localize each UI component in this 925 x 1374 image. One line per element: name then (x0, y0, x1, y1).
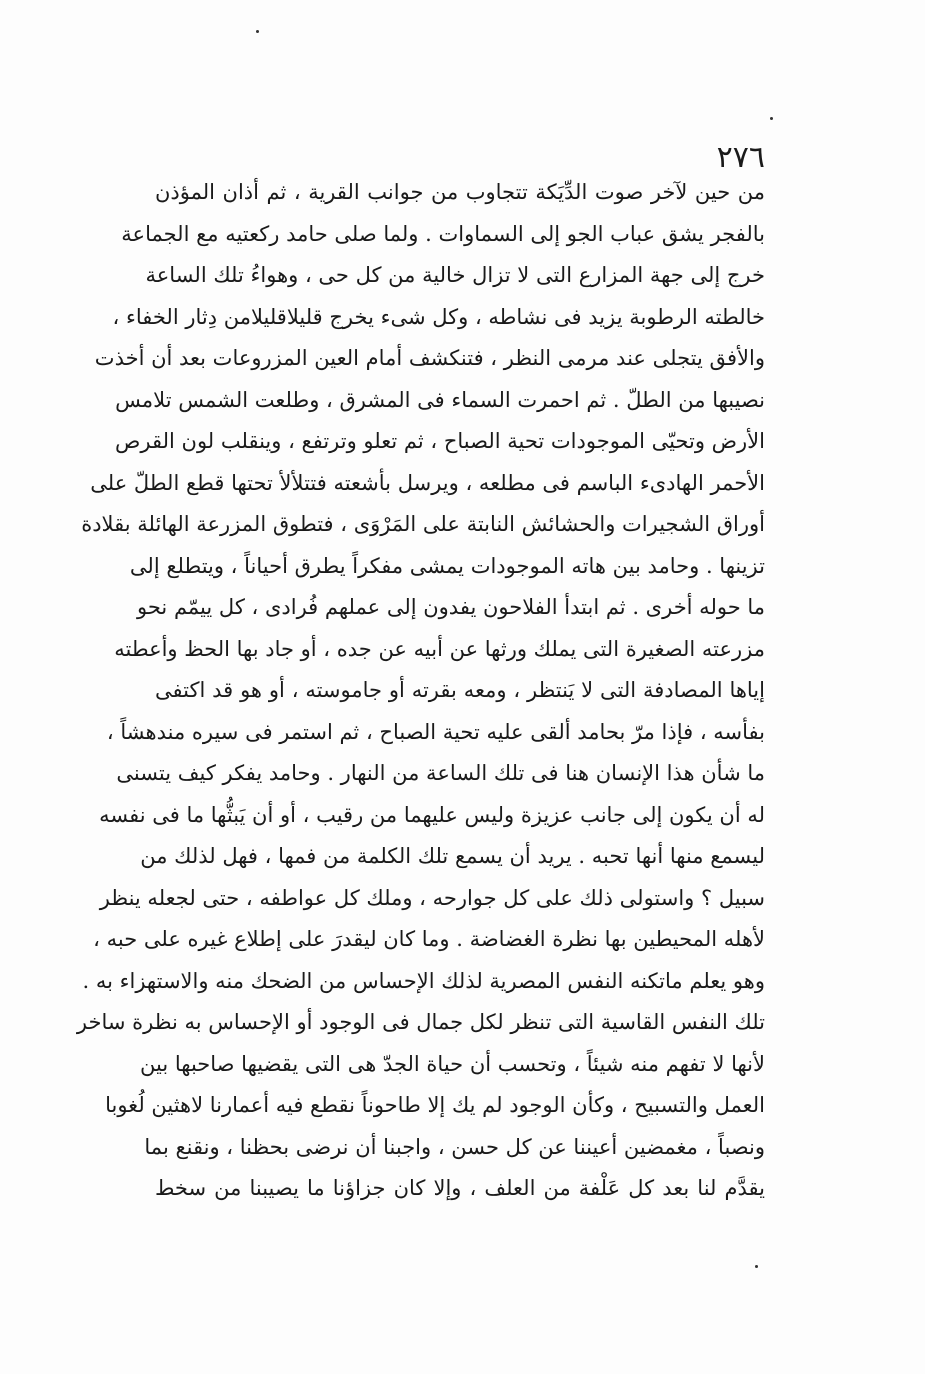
text-line: ونصباً ، مغمضين أعيننا عن كل حسن ، واجبنا أن نرضى بحظنا ، ونقنع بما (144, 1134, 765, 1159)
text-line: لأهله المحيطين بها نظرة الغضاضة . وما كان ليقدرَ على إطلاع غيره على حبه ، (93, 927, 765, 951)
text-line: بفأسه ، فإذا مرّ بحامد ألقى عليه تحية الصباح ، ثم استمر فى سيره مندهشاً ، (106, 719, 765, 744)
scan-speck (256, 30, 259, 33)
text-line: بالفجر يشق عباب الجو إلى السماوات . ولما صلى حامد ركعتيه مع الجماعة (121, 221, 765, 246)
text-line: ما شأن هذا الإنسان هنا فى تلك الساعة من النهار . وحامد يفكر كيف يتسنى (116, 761, 765, 785)
text-line: له أن يكون إلى جانب عزيزة وليس عليهما من رقيب ، أو أن يَبثُّها ما فى نفسه (99, 802, 765, 827)
page-number: ٢٧٦ (716, 140, 765, 175)
text-line: العمل والتسبيح ، وكأن الوجود لم يك إلا طاحوناً نقطع فيه أعمارنا لاهثين لُغوبا (105, 1093, 765, 1117)
text-line: سبيل ؟ واستولى ذلك على كل جوارحه ، وملك كل عواطفه ، حتى لجعله ينظر (99, 885, 765, 910)
text-line: تزينها . وحامد بين هاته الموجودات يمشى مفكراً يطرق أحياناً ، ويتطلع إلى (129, 553, 765, 578)
text-line: خرج إلى جهة المزارع التى لا تزال خالية من كل حى ، وهواءُ تلك الساعة (145, 263, 765, 287)
text-line: إياها المصادفة التى لا يَنتظر ، ومعه بقرته أو جاموسته ، أو هو قد اكتفى (155, 678, 765, 702)
text-line: ليسمع منها أنها تحبه . يريد أن يسمع تلك الكلمة من فمها ، فهل لذلك من (140, 844, 765, 868)
text-line: والأفق يتجلى عند مرمى النظر ، فتنكشف أمام العين المزروعات بعد أن أخذت (94, 346, 765, 370)
text-line: لأنها لا تفهم منه شيئاً ، وتحسب أن حياة الجدّ هى التى يقضيها صاحبها بين (140, 1051, 765, 1076)
scan-speck (755, 1265, 758, 1268)
text-line: الأحمر الهادىء الباسم فى مطلعه ، ويرسل بأشعته فتتلألأ تحتها قطع الطلّ على (90, 470, 765, 495)
text-line: من حين لآخر صوت الدِّيَكة تتجاوب من جوانب القرية ، ثم أذان المؤذن (155, 180, 765, 204)
text-line: نصيبها من الطلّ . ثم احمرت السماء فى المشرق ، وطلعت الشمس تلامس (115, 387, 765, 412)
text-line: يقدَّم لنا بعد كل عَلْفة من العلف ، وإلا كان جزاؤنا ما يصيبنا من سخط (155, 1176, 765, 1200)
text-line: ما حوله أخرى . ثم ابتدأ الفلاحون يفدون إلى عملهم فُرادى ، كل ييمّم نحو (137, 595, 765, 619)
text-line: الأرض وتحيّى الموجودات تحية الصباح ، ثم تعلو وترتفع ، وينقلب لون القرص (115, 429, 765, 453)
scan-speck (770, 117, 773, 120)
text-line: تلك النفس القاسية التى تنظر لكل جمال فى الوجود أو الإحساس به نظرة ساخر (76, 1010, 765, 1034)
body-text (76, 172, 765, 1210)
text-line: خالطته الرطوبة يزيد فى نشاطه ، وكل شىء يخرج قليلاقليلامن دِثار الخفاء ، (112, 304, 765, 329)
text-line: وهو يعلم ماتكنه النفس المصرية لذلك الإحساس من الضحك منه والاستهزاء به . (82, 968, 765, 993)
text-line: مزرعته الصغيرة التى يملك ورثها عن أبيه عن جده ، أو جاد بها الحظ وأعطته (114, 636, 765, 661)
text-line: أوراق الشجيرات والحشائش النابتة على المَرْوَى ، فتطوق المزرعة الهائلة بقلادة (81, 512, 765, 536)
